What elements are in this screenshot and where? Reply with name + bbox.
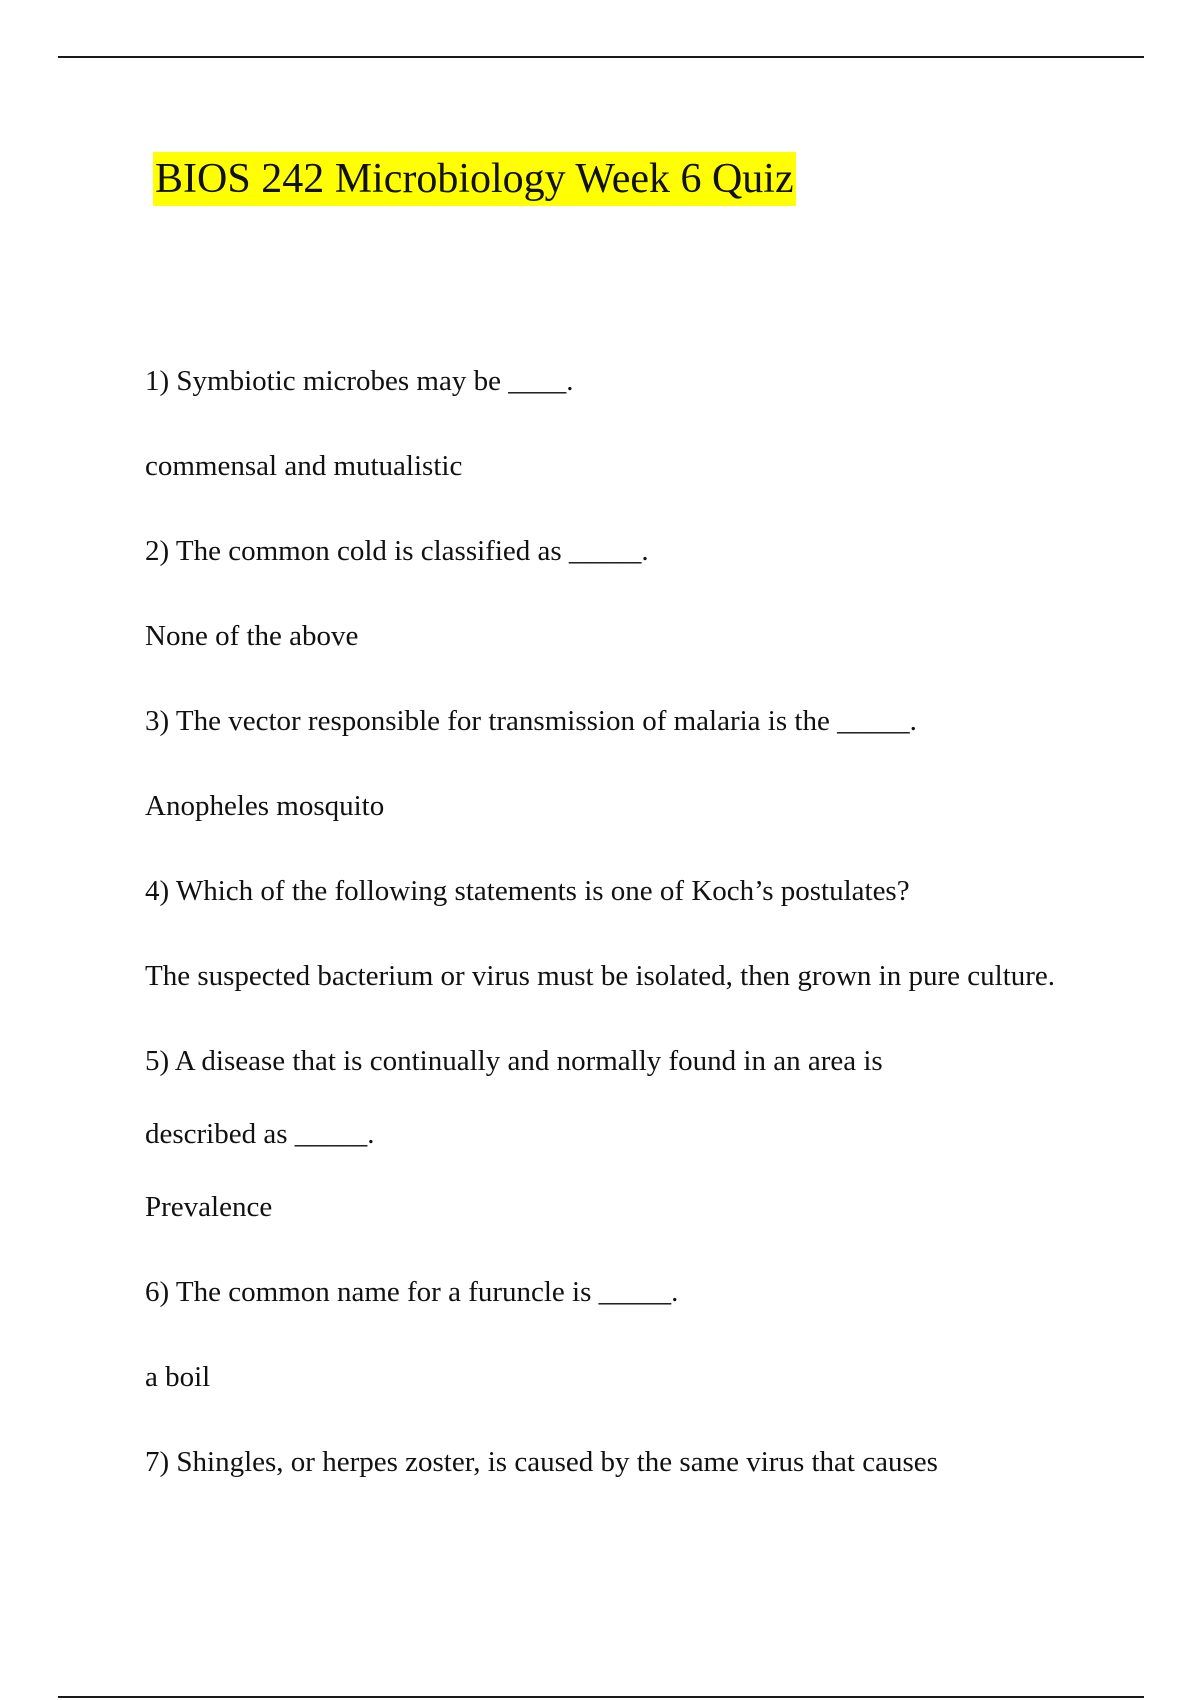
answer-3: Anopheles mosquito	[145, 790, 385, 822]
answer-1: commensal and mutualistic	[145, 450, 463, 482]
question-2: 2) The common cold is classified as _____.	[145, 535, 649, 567]
answer-2: None of the above	[145, 620, 359, 652]
question-7: 7) Shingles, or herpes zoster, is caused by the same virus that causes	[145, 1446, 938, 1478]
quiz-content	[145, 345, 1105, 1511]
question-1: 1) Symbiotic microbes may be ____.	[145, 365, 574, 397]
answer-6: a boil	[145, 1361, 211, 1393]
question-5: 5) A disease that is continually and normally found in an area is described as _____.	[145, 1045, 883, 1150]
bottom-rule	[58, 1696, 1144, 1698]
question-6: 6) The common name for a furuncle is _____.	[145, 1276, 679, 1308]
answer-4: The suspected bacterium or virus must be isolated, then grown in pure culture.	[145, 960, 1056, 992]
page-title: BIOS 242 Microbiology Week 6 Quiz	[153, 152, 796, 206]
answer-5: Prevalence	[145, 1191, 273, 1223]
question-3: 3) The vector responsible for transmission of malaria is the _____.	[145, 705, 917, 737]
top-rule	[58, 56, 1144, 58]
question-4: 4) Which of the following statements is one of Koch’s postulates?	[145, 875, 910, 907]
